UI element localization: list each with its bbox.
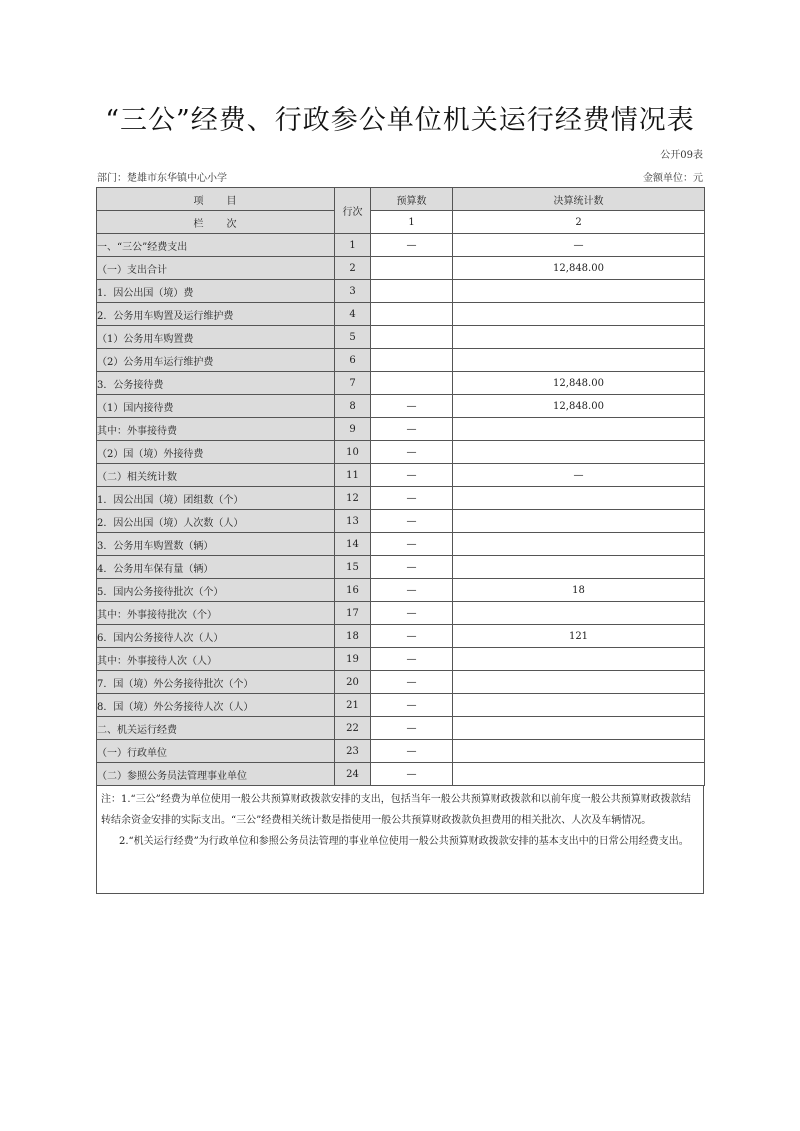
row-number: 23: [335, 740, 371, 763]
header-col-label: 栏 次: [97, 211, 335, 234]
row-number: 7: [335, 372, 371, 395]
row-budget: —: [371, 533, 453, 556]
table-row: [97, 418, 705, 441]
table-row: [97, 257, 705, 280]
row-actual: [453, 533, 705, 556]
row-budget: [371, 349, 453, 372]
row-label: （二）相关统计数: [97, 464, 335, 487]
row-number: 22: [335, 717, 371, 740]
row-budget: —: [371, 740, 453, 763]
row-actual: 12,848.00: [453, 395, 705, 418]
row-number: 12: [335, 487, 371, 510]
row-actual: [453, 280, 705, 303]
row-budget: —: [371, 556, 453, 579]
row-label: 一、“三公”经费支出: [97, 234, 335, 257]
row-label: （1）公务用车购置费: [97, 326, 335, 349]
row-budget: [371, 326, 453, 349]
row-number: 5: [335, 326, 371, 349]
header-actual: 决算统计数: [453, 188, 705, 211]
row-budget: —: [371, 441, 453, 464]
row-label: 2．因公出国（境）人次数（人）: [97, 510, 335, 533]
form-code: 公开09表: [660, 150, 703, 161]
row-actual: [453, 671, 705, 694]
header-budget: 预算数: [371, 188, 453, 211]
row-budget: —: [371, 694, 453, 717]
note-1: 注：1.“三公”经费为单位使用一般公共预算财政拨款安排的支出，包括当年一般公共预算财政拨款和以前年度一般公共预算财政拨款结转结余资金安排的实际支出。“三公”经费相关统计数是指使用一般公共预算财政拨款负担费用的相关批次、人次及车辆情况。: [101, 794, 691, 826]
row-number: 1: [335, 234, 371, 257]
row-label: 二、机关运行经费: [97, 717, 335, 740]
table-row: [97, 464, 705, 487]
row-label: 1．因公出国（境）团组数（个）: [97, 487, 335, 510]
row-budget: [371, 372, 453, 395]
expense-table: [96, 187, 705, 786]
row-number: 15: [335, 556, 371, 579]
header-col2: 2: [453, 211, 705, 234]
row-budget: —: [371, 510, 453, 533]
table-row: [97, 326, 705, 349]
table-row: [97, 625, 705, 648]
department-label: 部门：楚雄市东华镇中心小学: [97, 173, 227, 184]
row-label: （1）国内接待费: [97, 395, 335, 418]
table-row: [97, 717, 705, 740]
table-row: [97, 579, 705, 602]
row-number: 2: [335, 257, 371, 280]
row-number: 6: [335, 349, 371, 372]
table-row: [97, 487, 705, 510]
row-label: 3．公务用车购置数（辆）: [97, 533, 335, 556]
row-label: 6．国内公务接待人次（人）: [97, 625, 335, 648]
table-row: [97, 694, 705, 717]
row-number: 3: [335, 280, 371, 303]
header-row: [97, 188, 705, 211]
row-actual: —: [453, 464, 705, 487]
table-row: [97, 303, 705, 326]
table-row: [97, 510, 705, 533]
row-actual: [453, 694, 705, 717]
row-label: （一）支出合计: [97, 257, 335, 280]
row-label: 1．因公出国（境）费: [97, 280, 335, 303]
row-actual: [453, 648, 705, 671]
row-number: 20: [335, 671, 371, 694]
row-actual: 18: [453, 579, 705, 602]
row-actual: 12,848.00: [453, 372, 705, 395]
row-number: 19: [335, 648, 371, 671]
row-budget: —: [371, 464, 453, 487]
row-actual: [453, 717, 705, 740]
row-number: 24: [335, 763, 371, 786]
row-number: 11: [335, 464, 371, 487]
row-number: 9: [335, 418, 371, 441]
row-number: 16: [335, 579, 371, 602]
row-actual: —: [453, 234, 705, 257]
row-budget: —: [371, 579, 453, 602]
row-budget: [371, 257, 453, 280]
table-row: [97, 740, 705, 763]
row-budget: [371, 303, 453, 326]
row-actual: [453, 510, 705, 533]
row-budget: —: [371, 234, 453, 257]
table-row: [97, 602, 705, 625]
row-actual: [453, 303, 705, 326]
row-label: 8．国（境）外公务接待人次（人）: [97, 694, 335, 717]
row-budget: —: [371, 648, 453, 671]
table-row: [97, 280, 705, 303]
row-label: （2）国（境）外接待费: [97, 441, 335, 464]
row-actual: [453, 763, 705, 786]
row-actual: [453, 487, 705, 510]
row-number: 13: [335, 510, 371, 533]
table-row: [97, 648, 705, 671]
row-budget: —: [371, 487, 453, 510]
row-actual: [453, 326, 705, 349]
row-actual: [453, 349, 705, 372]
row-number: 18: [335, 625, 371, 648]
row-label: 2．公务用车购置及运行维护费: [97, 303, 335, 326]
row-budget: —: [371, 418, 453, 441]
row-budget: —: [371, 625, 453, 648]
page-title: “三公”经费、行政参公单位机关运行经费情况表: [105, 105, 695, 136]
header-col1: 1: [371, 211, 453, 234]
row-budget: —: [371, 602, 453, 625]
row-label: 其中：外事接待费: [97, 418, 335, 441]
row-label: （二）参照公务员法管理事业单位: [97, 763, 335, 786]
row-label: 其中：外事接待人次（人）: [97, 648, 335, 671]
table-row: [97, 533, 705, 556]
row-label: 其中：外事接待批次（个）: [97, 602, 335, 625]
table-row: [97, 349, 705, 372]
row-number: 17: [335, 602, 371, 625]
notes-box: [96, 786, 704, 894]
row-number: 21: [335, 694, 371, 717]
row-actual: 121: [453, 625, 705, 648]
header-row-no: 行次: [335, 188, 371, 234]
table-body: [97, 188, 705, 786]
row-label: 3．公务接待费: [97, 372, 335, 395]
row-budget: —: [371, 763, 453, 786]
row-actual: [453, 441, 705, 464]
row-number: 14: [335, 533, 371, 556]
row-number: 4: [335, 303, 371, 326]
amount-unit-label: 金额单位：元: [643, 173, 703, 184]
table-row: [97, 234, 705, 257]
row-budget: [371, 280, 453, 303]
row-label: 4．公务用车保有量（辆）: [97, 556, 335, 579]
row-actual: [453, 556, 705, 579]
row-actual: [453, 602, 705, 625]
note-2: 2.“机关运行经费”为行政单位和参照公务员法管理的事业单位使用一般公共预算财政拨款安排的基本支出中的日常公用经费支出。: [119, 836, 689, 847]
row-actual: [453, 740, 705, 763]
column-index-row: [97, 211, 705, 234]
row-budget: —: [371, 671, 453, 694]
row-actual: [453, 418, 705, 441]
row-number: 10: [335, 441, 371, 464]
table-row: [97, 395, 705, 418]
row-label: （2）公务用车运行维护费: [97, 349, 335, 372]
row-number: 8: [335, 395, 371, 418]
table-row: [97, 671, 705, 694]
row-budget: —: [371, 717, 453, 740]
header-item: 项 目: [97, 188, 335, 211]
table-row: [97, 763, 705, 786]
row-label: 7．国（境）外公务接待批次（个）: [97, 671, 335, 694]
table-row: [97, 441, 705, 464]
table-row: [97, 372, 705, 395]
row-actual: 12,848.00: [453, 257, 705, 280]
row-label: （一）行政单位: [97, 740, 335, 763]
row-budget: —: [371, 395, 453, 418]
row-label: 5．国内公务接待批次（个）: [97, 579, 335, 602]
table-row: [97, 556, 705, 579]
